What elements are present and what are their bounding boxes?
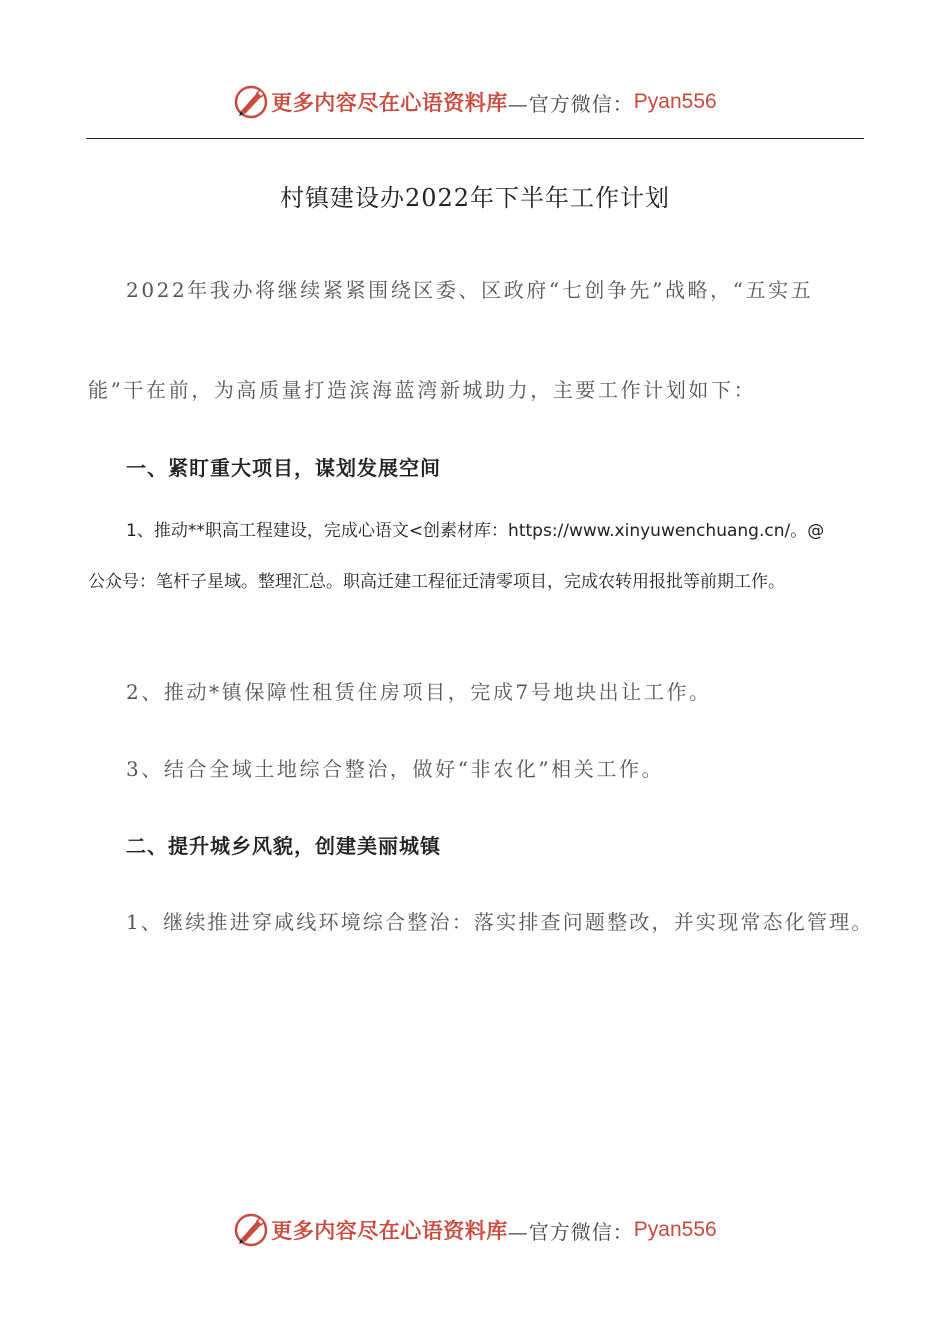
page-title: 村镇建设办2022年下半年工作计划 — [279, 184, 671, 212]
banner-brand-text: 更多内容尽在心语资料库 — [271, 1218, 508, 1243]
section-1-heading: 一、紧盯重大项目，谋划发展空间 — [126, 456, 441, 480]
intro-paragraph-line-2: 能”干在前，为高质量打造滨海蓝湾新城助力，主要工作计划如下： — [88, 378, 757, 402]
banner-brand-text: 更多内容尽在心语资料库 — [271, 90, 508, 115]
banner-wechat-id: Pyan556 — [633, 1218, 717, 1241]
pen-logo-icon — [233, 84, 269, 120]
section-2-item-1: 1、继续推进穿咸线环境综合整治：落实排查问题整改，并实现常态化管理。 — [126, 910, 874, 934]
section-1-item-3: 3、结合全域土地综合整治，做好“非农化”相关工作。 — [126, 757, 665, 781]
intro-paragraph-line-1: 2022年我办将继续紧紧围绕区委、区政府“七创争先”战略，“五实五 — [126, 278, 814, 302]
banner-official-text: —官方微信： — [507, 1219, 634, 1244]
section-1-item-2: 2、推动*镇保障性租赁住房项目，完成7号地块出让工作。 — [126, 680, 712, 704]
footer-banner — [0, 1208, 950, 1252]
section-1-item-1-line-2: 公众号：笔杆子星域。整理汇总。职高迁建工程征迁清零项目，完成农转用报批等前期工作。 — [88, 572, 785, 592]
section-1-item-1-line-1: 1、推动**职高工程建设，完成心语文<创素材库：https://www.xinyuwenchuang.cn/。@ — [126, 521, 825, 541]
header-divider — [86, 138, 864, 139]
section-2-heading: 二、提升城乡风貌，创建美丽城镇 — [126, 834, 441, 858]
banner-official-text: —官方微信： — [507, 91, 634, 116]
header-banner — [0, 80, 950, 124]
pen-logo-icon — [233, 1212, 269, 1248]
banner-wechat-id: Pyan556 — [633, 90, 717, 113]
